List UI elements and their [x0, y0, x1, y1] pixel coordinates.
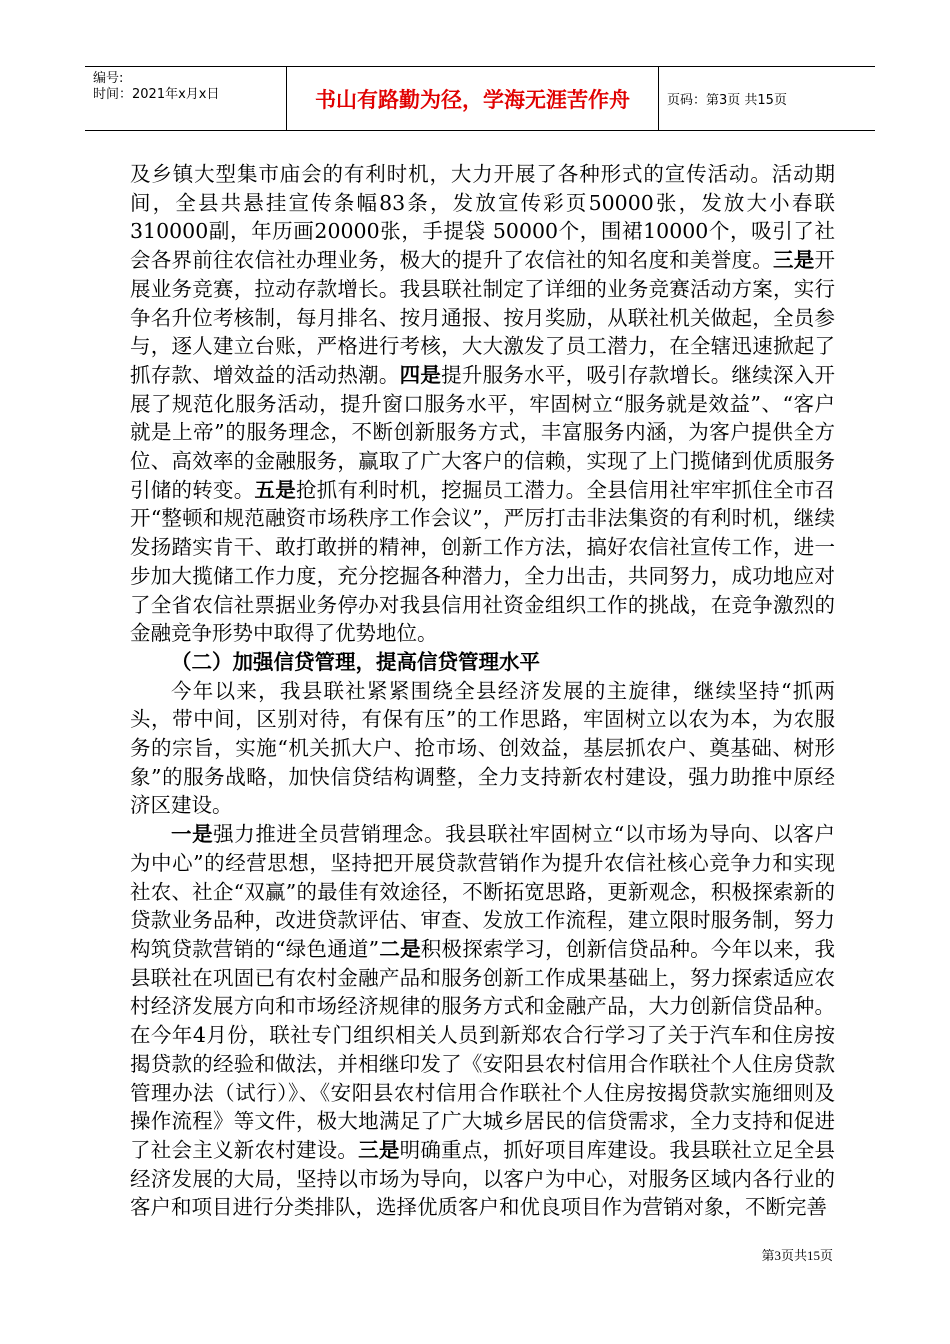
document-number-label: 编号: [93, 71, 124, 86]
keyword-fifth: 五是 [254, 477, 296, 502]
page-footer: 第3页共15页 [761, 1248, 833, 1263]
document-time-label: 时间：2021年x月x日 [93, 87, 220, 102]
keyword-third: 三是 [773, 248, 815, 273]
paragraph-credit-measures: 一是强力推进全员营销理念。我县联社牢固树立“以市场为导向、以客户为中心”的经营思想，坚持把开展贷款营销作为提升农信社核心竞争力和实现社农、社企“双赢”的最佳有效途径，不断拓宽思路，更新观念，积极探索新的贷款业务品种，改进贷款评估、审查、发放工作流程，建立限时服务制，努力构筑贷款营销的“绿色通道”二是积极探索学习，创新信贷品种。今年以来，我县联社在巩固已有农村金融产品和服务创新工作成果基础上，努力探索适应农村经济发展方向和市场经济规律的服务方式和金融产品，大力创新信贷品种。在今年4月份，联社专门组织相关人员到新郑农合行学习了关于汽车和住房按揭贷款的经验和做法，并相继印发了《安阳县农村信用合作联社个人住房贷款管理办法（试行）》、《安阳县农村信用合作联社个人住房按揭贷款实施细则及操作流程》等文件，极大地满足了广大城乡居民的信贷需求，全力支持和促进了社会主义新农村建设。三是明确重点，抓好项目库建设。我县联社立足全县经济发展的大局，坚持以市场为导向，以客户为中心，对服务区域内各行业的客户和项目进行分类排队，选择优质客户和优良项目作为营销对象，不断完善 [130, 822, 836, 1220]
header-meta [85, 67, 287, 130]
header-page-number: 页码：第3页 共15页 [667, 93, 787, 108]
header-motto: 书山有路勤为径，学海无涯苦作舟 [287, 67, 659, 130]
paragraph-credit-intro: 今年以来，我县联社紧紧围绕全县经济发展的主旋律，继续坚持“抓两头，带中间，区别对待，有保有压”的工作思路，牢固树立以农为本，为农服务的宗旨，实施“机关抓大户、抢市场、创效益，基层抓农户、奠基础、树形象”的服务战略，加快信贷结构调整，全力支持新农村建设，强力助推中原经济区建设。 [130, 678, 835, 818]
keyword-first: 一是 [171, 822, 214, 847]
paragraph-deposit-measures: 及乡镇大型集市庙会的有利时机，大力开展了各种形式的宣传活动。活动期间，全县共悬挂宣传条幅83条，发放宣传彩页50000张，发放大小春联310000副，年历画20000张，手提袋 50000个，围裙10000个，吸引了社会各界前往农信社办理业务，极大的提升了农信社的知名度和美誉度。三是开展业务竞赛，拉动存款增长。我县联社制定了详细的业务竞赛活动方案，实行争名升位考核制，每月排名、按月通报、按月奖励，从联社机关做起，全员参与，逐人建立台账，严格进行考核，大大激发了员工潜力，在全辖迅速掀起了抓存款、增效益的活动热潮。四是提升服务水平，吸引存款增长。继续深入开展了规范化服务活动，提升窗口服务水平，牢固树立“服务就是效益”、“客户就是上帝”的服务理念，不断创新服务方式，丰富服务内涵，为客户提供全方位、高效率的金融服务，赢取了广大客户的信赖，实现了上门揽储到优质服务引储的转变。五是抢抓有利时机，挖掘员工潜力。全县信用社牢牢抓住全市召开“整顿和规范融资市场秩序工作会议”，严厉打击非法集资的有利时机，继续发扬踏实肯干、敢打敢拼的精神，创新工作方法，搞好农信社宣传工作，进一步加大揽储工作力度，充分挖掘各种潜力，全力出击，共同努力，成功地应对了全省农信社票据业务停办对我县信用社资金组织工作的挑战，在竞争激烈的金融竞争形势中取得了优势地位。 [130, 162, 836, 646]
section-heading: （二）加强信贷管理，提高信贷管理水平 [171, 649, 540, 674]
keyword-second: 二是 [379, 936, 421, 961]
keyword-fourth: 四是 [399, 362, 442, 387]
keyword-third-credit: 三是 [358, 1137, 400, 1162]
document-body [130, 160, 835, 1222]
page-header [85, 66, 875, 131]
